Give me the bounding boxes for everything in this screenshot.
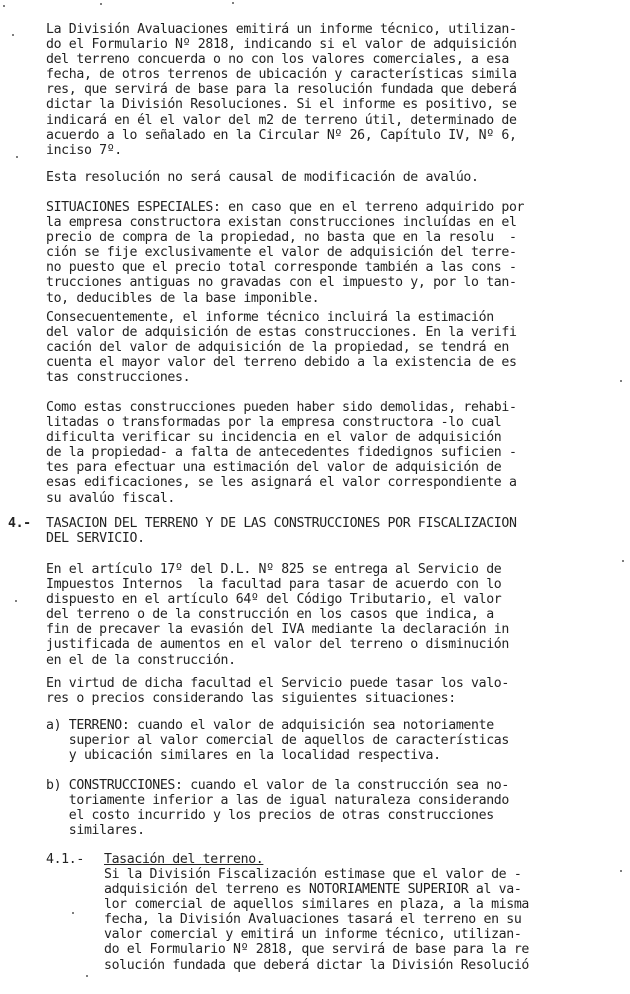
text-line: inciso 7º.	[46, 142, 122, 158]
text-line: no puesto que el precio total corresponde también a las cons -	[46, 260, 517, 276]
text-line: solución fundada que deberá dictar la División Resolució	[104, 957, 530, 973]
text-line: ción se fije exclusivamente el valor de adquisición del terre-	[46, 245, 517, 261]
section-4-number: 4.-	[8, 516, 31, 531]
text-line: del terreno concuerda o no con los valores comerciales, a esa	[46, 52, 509, 68]
text-line: b) CONSTRUCCIONES: cuando el valor de la construcción sea no-	[46, 778, 509, 793]
text-line: del terreno o de la construcción en los casos que indica, a	[46, 607, 494, 623]
text-line: res o precios considerando las siguientes situaciones:	[46, 691, 456, 707]
text-line: valor comercial y emitirá un informe técnico, utilizan-	[104, 927, 522, 943]
heading-line: TASACION DEL TERRENO Y DE LAS CONSTRUCCIONES POR FISCALIZACION	[46, 516, 517, 531]
text-line: tas construcciones.	[46, 370, 191, 386]
text-line: toriamente inferior a las de igual naturaleza considerando	[46, 793, 509, 809]
text-line: acuerdo a lo señalado en la Circular Nº 26, Capítulo IV, Nº 6,	[46, 127, 517, 143]
text-line: dificulta verificar su incidencia en el valor de adquisición	[46, 430, 502, 446]
text-line: to, deducibles de la base imponible.	[46, 290, 320, 306]
paragraph-avaluaciones-report	[46, 22, 517, 158]
text-line: de la propiedad- a falta de antecedentes fidedignos suficien -	[46, 445, 517, 461]
text-line: a) TERRENO: cuando el valor de adquisición sea notoriamente	[46, 718, 494, 733]
scan-speck	[622, 560, 624, 562]
text-line: del valor de adquisición de estas construcciones. En la verifi	[46, 325, 517, 341]
scan-speck	[620, 870, 622, 872]
scan-speck	[86, 975, 88, 977]
paragraph-in-virtue	[46, 676, 509, 706]
text-line: esas edificaciones, se les asignará el valor correspondiente a	[46, 475, 517, 491]
text-line: en el de la construcción.	[46, 652, 236, 668]
text-line: cuenta el mayor valor del terreno debido a la existencia de es	[46, 355, 517, 371]
text-line: Si la División Fiscalización estimase que el valor de -	[104, 867, 522, 882]
text-line: fecha, la División Avaluaciones tasará el terreno en su	[104, 912, 522, 928]
section-4-1-body	[104, 867, 529, 973]
text-line: res, que servirá de base para la resolución fundada que deberá	[46, 82, 517, 98]
text-line: dictar la División Resoluciones. Si el informe es positivo, se	[46, 97, 517, 113]
scan-speck	[16, 156, 18, 158]
text-line: la empresa constructora existan construcciones incluídas en el	[46, 215, 517, 231]
scan-speck	[232, 2, 234, 4]
text-line: su avalúo fiscal.	[46, 490, 176, 506]
scan-speck	[100, 3, 102, 5]
text-line: En el artículo 17º del D.L. Nº 825 se entrega al Servicio de	[46, 562, 502, 577]
scan-speck	[620, 380, 622, 382]
text-line: Esta resolución no será causal de modificación de avalúo.	[46, 170, 479, 185]
paragraph-no-modification	[46, 170, 479, 185]
section-4-title	[46, 516, 517, 546]
text-line: Como estas construcciones pueden haber sido demolidas, rehabi-	[46, 400, 517, 415]
heading-line: DEL SERVICIO.	[46, 531, 145, 547]
section-4-1-title: Tasación del terreno.	[104, 852, 264, 867]
text-line: Consecuentemente, el informe técnico incluirá la estimación	[46, 310, 494, 325]
text-line: y ubicación similares en la localidad respectiva.	[46, 748, 441, 764]
text-line: Impuestos Internos la facultad para tasar de acuerdo con lo	[46, 577, 502, 593]
scan-speck	[15, 600, 17, 602]
scan-speck	[12, 34, 14, 36]
text-line: do el Formulario Nº 2818, que servirá de base para la re	[104, 942, 530, 958]
text-line: do el Formulario Nº 2818, indicando si el valor de adquisición	[46, 37, 517, 53]
text-line: En virtud de dicha facultad el Servicio puede tasar los valo-	[46, 676, 509, 691]
text-line: adquisición del terreno es NOTORIAMENTE SUPERIOR al va-	[104, 882, 522, 898]
text-line: fin de precaver la evasión del IVA mediante la declaración in	[46, 622, 509, 638]
text-line: precio de compra de la propiedad, no basta que en la resolu -	[46, 230, 517, 246]
paragraph-article-17	[46, 562, 509, 668]
text-line: tes para efectuar una estimación del valor de adquisición de	[46, 460, 502, 476]
text-line: superior al valor comercial de aquellos de características	[46, 733, 509, 749]
paragraph-consequently	[46, 310, 517, 385]
text-line: justificada de aumentos en el valor del terreno o disminución	[46, 637, 509, 653]
text-line: dispuesto en el artículo 64º del Código Tributario, el valor	[46, 592, 502, 608]
text-line: indicará en él el valor del m2 de terreno útil, determinado de	[46, 112, 517, 128]
text-line: litadas o transformadas por la empresa constructora -lo cual	[46, 415, 502, 431]
section-4-1-number: 4.1.-	[46, 852, 84, 867]
paragraph-special-situations	[46, 200, 524, 306]
list-item-a-terreno	[46, 718, 509, 763]
text-line: La División Avaluaciones emitirá un informe técnico, utilizan-	[46, 22, 517, 37]
text-line: lor comercial de aquellos similares en plaza, a la misma	[104, 897, 530, 913]
text-line: SITUACIONES ESPECIALES: en caso que en el terreno adquirido por	[46, 200, 525, 215]
text-line: similares.	[46, 823, 145, 839]
text-line: trucciones antiguas no gravadas con el impuesto y, por lo tan-	[46, 275, 517, 291]
scan-speck	[3, 5, 5, 7]
text-line: cación del valor de adquisición de la propiedad, se tendrá en	[46, 340, 509, 356]
scan-speck	[72, 912, 74, 914]
text-line: el costo incurrido y los precios de otras construcciones	[46, 808, 494, 824]
list-item-b-construcciones	[46, 778, 509, 838]
paragraph-demolished-constructions	[46, 400, 517, 506]
text-line: fecha, de otros terrenos de ubicación y características simila	[46, 67, 517, 83]
